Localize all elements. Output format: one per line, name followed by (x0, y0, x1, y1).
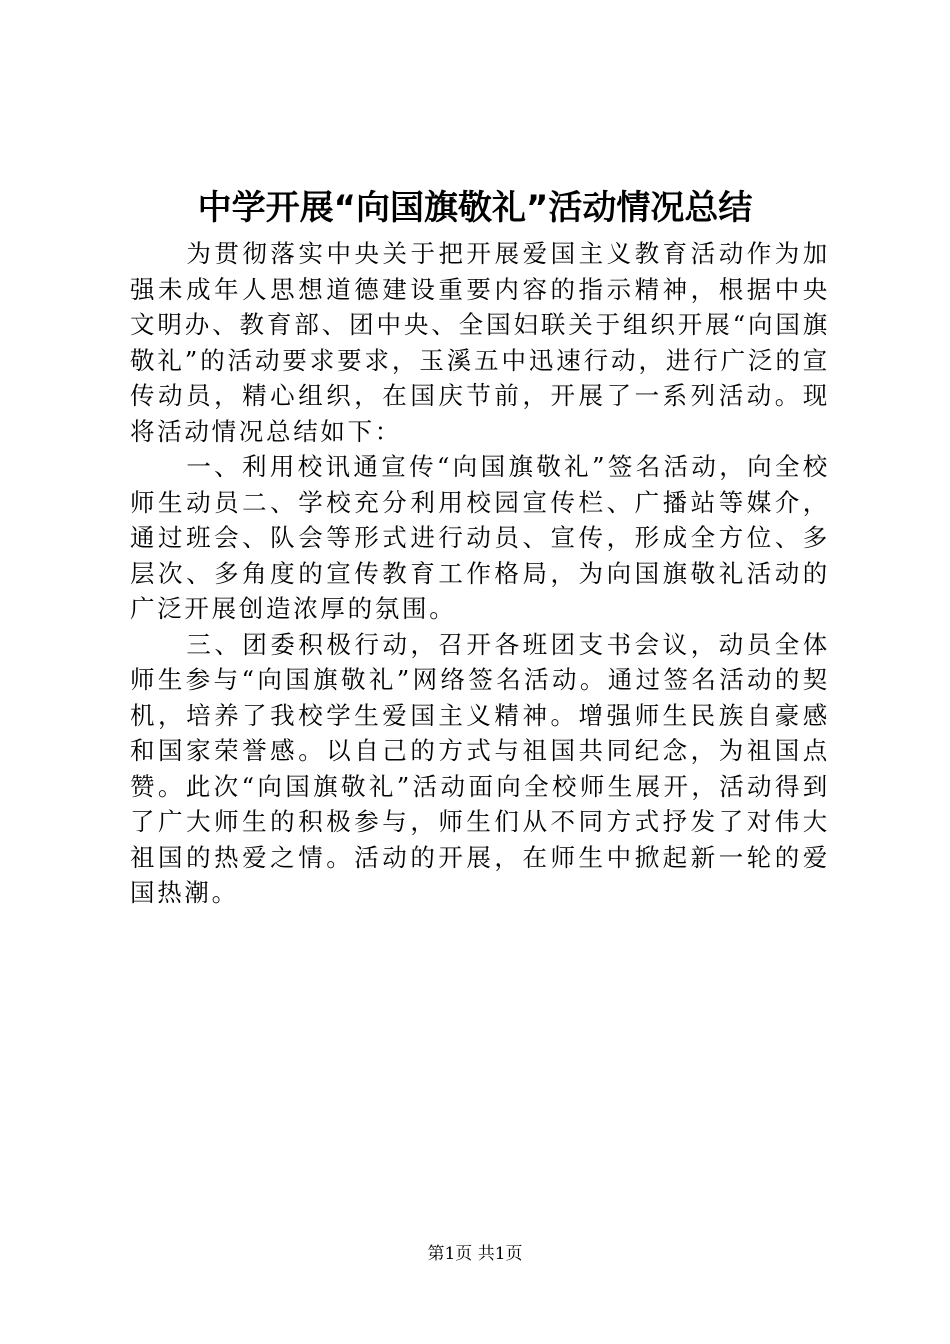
document-body (130, 236, 830, 911)
paragraph-section-3: 三、团委积极行动，召开各班团支书会议，动员全体师生参与“向国旗敬礼”网络签名活动。通过签名活动的契机，培养了我校学生爱国主义精神。增强师生民族自豪感和国家荣誉感。以自己的方式与祖国共同纪念，为祖国点赞。此次“向国旗敬礼”活动面向全校师生展开，活动得到了广大师生的积极参与，师生们从不同方式抒发了对伟大祖国的热爱之情。活动的开展，在师生中掀起新一轮的爱国热潮。 (130, 629, 830, 907)
document-title: 中学开展“向国旗敬礼”活动情况总结 (197, 188, 753, 228)
paragraph-intro: 为贯彻落实中央关于把开展爱国主义教育活动作为加强未成年人思想道德建设重要内容的指示精神，根据中央文明办、教育部、团中央、全国妇联关于组织开展“向国旗敬礼”的活动要求要求，玉溪五中迅速行动，进行广泛的宣传动员，精心组织，在国庆节前，开展了一系列活动。现将活动情况总结如下： (130, 239, 830, 446)
page-footer: 第1页 共1页 (427, 1244, 523, 1264)
paragraph-section-1-2: 一、利用校讯通宣传“向国旗敬礼”签名活动，向全校师生动员二、学校充分利用校园宣传栏、广播站等媒介，通过班会、队会等形式进行动员、宣传，形成全方位、多层次、多角度的宣传教育工作格局，为向国旗敬礼活动的广泛开展创造浓厚的氛围。 (130, 452, 830, 623)
